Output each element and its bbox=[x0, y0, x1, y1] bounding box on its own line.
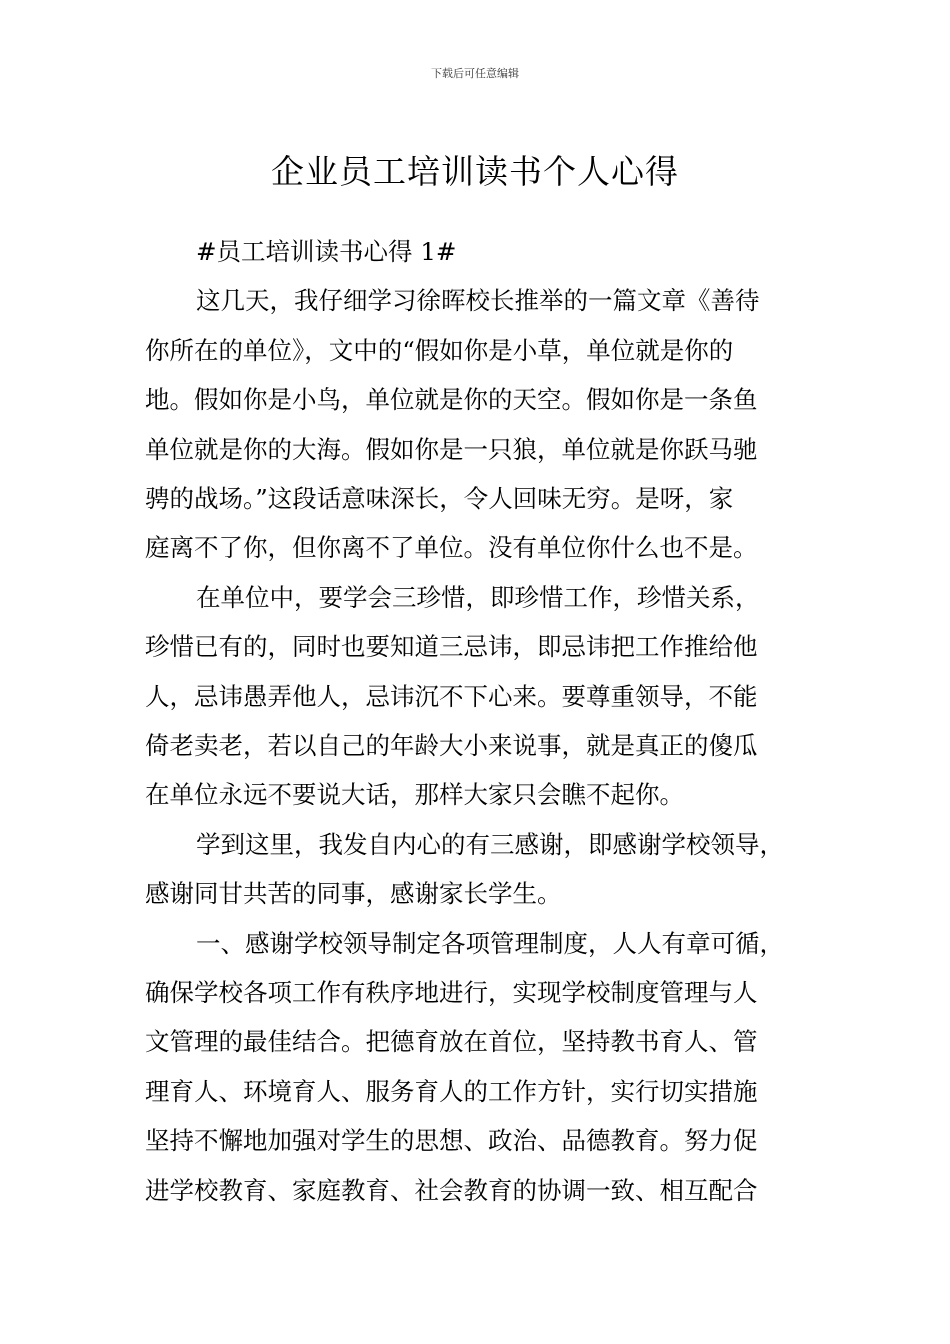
body-line: 珍惜已有的，同时也要知道三忌讳，即忌讳把工作推给他 bbox=[145, 632, 758, 662]
body-line: 在单位中，要学会三珍惜，即珍惜工作，珍惜关系， bbox=[196, 582, 760, 612]
body-line: 一、感谢学校领导制定各项管理制度，人人有章可循， bbox=[196, 928, 784, 958]
body-line: 坚持不懈地加强对学生的思想、政治、品德教育。努力促 bbox=[145, 1126, 758, 1156]
body-line: 确保学校各项工作有秩序地进行，实现学校制度管理与人 bbox=[145, 978, 758, 1007]
body-line: 在单位永远不要说大话，那样大家只会瞧不起你。 bbox=[145, 780, 684, 810]
body-line: 倚老卖老，若以自己的年龄大小来说事，就是真正的傻瓜 bbox=[145, 731, 758, 760]
body-line: 理育人、环境育人、服务育人的工作方针，实行切实措施 bbox=[145, 1076, 758, 1106]
header-note: 下载后可任意编辑 bbox=[431, 67, 519, 80]
body-line: #员工培训读书心得 1# bbox=[196, 237, 457, 266]
body-line: 进学校教育、家庭教育、社会教育的协调一致、相互配合 bbox=[145, 1175, 758, 1205]
body-line: 你所在的单位》，文中的“假如你是小草，单位就是你的 bbox=[145, 335, 734, 365]
body-line: 单位就是你的大海。假如你是一只狼，单位就是你跃马驰 bbox=[145, 434, 758, 464]
body-line: 庭离不了你，但你离不了单位。没有单位你什么也不是。 bbox=[145, 533, 758, 563]
body-line: 骋的战场。”这段话意味深长，令人回味无穷。是呀，家 bbox=[145, 484, 734, 513]
body-line: 人，忌讳愚弄他人，忌讳沉不下心来。要尊重领导，不能 bbox=[145, 681, 758, 711]
document-title: 企业员工培训读书个人心得 bbox=[271, 152, 679, 192]
body-line: 感谢同甘共苦的同事，感谢家长学生。 bbox=[145, 879, 562, 909]
body-line: 学到这里，我发自内心的有三感谢，即感谢学校领导， bbox=[196, 829, 784, 859]
body-line: 地。假如你是小鸟，单位就是你的天空。假如你是一条鱼 bbox=[145, 385, 758, 415]
body-line: 这几天，我仔细学习徐晖校长推举的一篇文章《善待 bbox=[196, 286, 760, 316]
body-line: 文管理的最佳结合。把德育放在首位，坚持教书育人、管 bbox=[145, 1027, 758, 1057]
